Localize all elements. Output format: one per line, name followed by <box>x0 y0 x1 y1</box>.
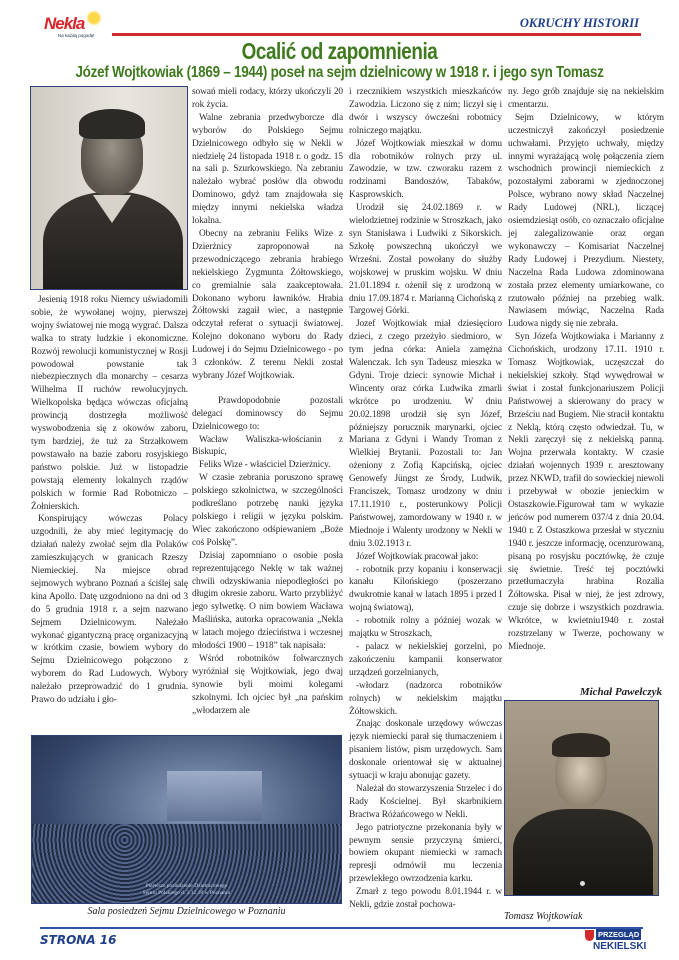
sejm-hall-photo <box>31 735 342 904</box>
paragraph: -włodarz (nadzorca robotników rolnych) w nekielskim majątku Żółtowskich. <box>349 680 502 717</box>
author-signature: Michał Pawełczyk <box>579 686 662 698</box>
logo-line-2: NEKIELSKI <box>593 941 647 952</box>
paragraph: Zmarł z tego powodu 8.01.1944 r. w Nekli, gdzie został pochowa- <box>349 887 502 911</box>
paragraph: Wśród robotników folwarcznych wyróżniał się Wojtkowiak, jego dwaj synowie byli moimi kolegami szkolnymi. Ich ojciec był „na pańskim „włodarzem ale <box>192 653 343 716</box>
footer-divider <box>40 927 643 929</box>
paragraph: - palacz w nekielskiej gorzelni, po zakończeniu kampanii konserwator urządzeń gorzelnianych, <box>349 641 502 678</box>
paragraph: Feliks Wize - właściciel Dzierżnicy. <box>199 460 331 471</box>
paragraph: Sejm Dzielnicowy, w którym uczestniczył zakończył posiedzenie uchwałami. Przyjęto uchwały, między innymi wyrażającą wolę połączenia ziem wschodnich prowincji niemieckich z pozostałymi zaborami w zjednoczonej Polsce, wybrano nowy skład Naczelnej Rady Ludowej (NRL), liczącej osiemdziesiąt osób, co oznaczało oficjalne jej zalegalizowanie oraz organ wykonawczy – Komisariat Naczelnej Rady Ludowej i Prezydium. Niestety, Naczelna Rada Ludowa zdominowana została przez elementy umiarkowane, co rzutowało później na przebieg walk. Nawiasem mówiąc, Naczelna Rada Ludowa nigdy się nie zebrała. <box>508 112 664 330</box>
hall-photo-caption: Sala posiedzeń Sejmu Dzielnicowego w Poznaniu <box>87 906 286 917</box>
paragraph: Walne zebrania przedwyborcze dla wyborów do Polskiego Sejmu Dzielnicowego odbyło się w Nekli w niedzielę 24 listopada 1918 r. o godz. 15 na sali p. Szurkowskiego. Na zebraniu należało wybrać posłów dla obwodu Dominowo, gdyż tam znajdowała się między innymi nekielska władza lokalna. <box>192 112 343 227</box>
portrait-photo-jozef <box>30 86 188 290</box>
paragraph: ny. Jego grób znajduje się na nekielskim cmentarzu. <box>508 87 664 110</box>
paragraph: Urodził się 24.02.1869 r. w wielodzietnej rodzinie w Stroszkach, jako syn Stanisława i Ludwiki z Sikorskich. Szkołę powszechną ukończył we Wrześni. Został powołany do służby wojskowej w pruskim wojsku. W dniu 21.01.1894 r. ożenił się z urodzoną w dniu 17.09.1874 r. Marianną Cichońską z Targowej Górki. <box>349 203 502 317</box>
paragraph: i rzecznikiem wszystkich mieszkańców Zawodzia. Liczono się z nim; liczył się i dwór i wszyscy ówcześni robotnicy rolniczego majątku. <box>349 87 502 136</box>
paragraph: Józef Wojtkowiak mieszkał w domu dla robotników rolnych przy ul. Zawodzie, w tzw. czworaku razem z rodzinami Bandoszów, Tabaków, Kasprowskich. <box>349 138 502 201</box>
paragraph: Syn Józefa Wojtkowiaka i Marianny z Cichońskich, urodzony 17.11. 1910 r. Tomasz Wojtkowiak, uczęszczał do nekielskiej szkoły. Stąd wywędrował w świat i został funkcjonariuszem Policji Państwowej a skierowany do pracy w Brześciu nad Bugiem. Nie stracił kontaktu z Neklą, którą często odwiedzał. Tu, w Nekli zaręczył się z nekielską panną. Wojna przerwała kontakty. W czasie działań wojennych 1939 r. aresztowany przez NKWD, trafił do sowieckiej niewoli i przebywał w obozie jenieckim w Ostaszkowie.Figurował tam w wykazie jeńców pod numerem 037/4 z dnia 20.04. 1940 r. Z Ostaszkowa przesłał w styczniu 1940 r. jeszcze informację, ocenzurowaną, pisaną po rosyjsku pocztówkę, że czuje się świetnie. Treść tej pocztówki przetłumaczyła hrabina Rozalia Żółtowska. Pisał w niej, że jest zdrowy, czuje się dobrze i wszystkich pozdrawia. Wkrótce, w kwietniu1940 r. został rozstrzelany w Twerze, pochowany w Miednoje. <box>508 332 664 652</box>
paragraph: sowań mieli rodacy, którzy ukończyli 20 rok życia. <box>192 87 343 110</box>
paragraph: Józef Wojtkowiak pracował jako: <box>356 551 479 562</box>
portrait-photo-tomasz <box>504 700 659 896</box>
paragraph: - robotnik przy kopaniu i konserwacji kanału Kilońskiego (poszerzano dwukrotnie kanał w latach 1895 i przed I wojną światową), <box>349 564 502 614</box>
paragraph: Jego patriotyczne przekonania były w pewnym sensie przyczyną śmierci, bowiem okupant niemiecki w ramach represji odmówił mu leczenia przewlekłego owrzodzenia karku. <box>349 822 502 885</box>
paragraph: Prawdopodobnie pozostali delegaci dominowscy do Sejmu Dzielnicowego to: <box>192 395 343 432</box>
nekla-logo <box>38 8 118 42</box>
paragraph: Wacław Waliszka-włościanin z Biskupic, <box>192 434 343 458</box>
paragraph: Dzisiaj zapomniano o osobie posła reprezentującego Neklę w tak ważnej chwili odzyskiwania niepodległości po długim okresie zaboru. Warto przybliżyć jego sylwetkę. O nim bowiem Wacława Maślińska, autorka opracowania „Nekla w latach mojego dzieciństwa i wczesnej młodości 1900 – 1918” tak napisała: <box>192 550 343 652</box>
shield-icon <box>585 930 594 941</box>
photo-inscription <box>32 883 341 897</box>
photo-inscription-line: Sejmu Polskiego d. 3.12.18 w Poznaniu <box>142 890 231 896</box>
text-column-1 <box>31 294 188 707</box>
text-column-4 <box>508 86 664 654</box>
text-column-2 <box>192 86 343 718</box>
article-subtitle: Józef Wojtkowiak (1869 – 1944) poseł na sejm dzielnicowy w 1918 r. i jego syn Tomasz <box>75 64 604 81</box>
paragraph: Konspirujący wówczas Polacy uzgodnili, że aby mieć legitymację do działań należy zwołać sejm dla Polaków zamieszkujących w granicach Rzeszy Niemieckiej. Na miejsce obrad sejmowych wybrano Poznań a ściślej salę kina Apollo. Datę uzgodniono na dni od 3 do 5 grudnia 1918 r. a sejm nazwano Sejmem Dzielnicowym. Należało wykonać gigantyczną pracę organizacyjną w krótkim czasie, bowiem wybory do Sejmu Dzielnicowego połączono z wyborem do Rad Ludowych. Wybory należało przeprowadzić do 1 grudnia. Prawo do udziału i gło- <box>31 514 188 706</box>
text-column-3 <box>349 86 502 912</box>
sun-icon <box>86 10 102 26</box>
article-title: Ocalić od zapomnienia <box>241 38 438 64</box>
paragraph: Obecny na zebraniu Feliks Wize z Dzierżnicy zaproponował na przewodniczącego zebrania hrabiego nekielskiego Zygmunta Żółtowskiego, co gremialnie sala zaakceptowała. Dokonano wyboru ławników. Hrabia Żółtowski zagaił wiec, a następnie odczytał referat o sytuacji światowej. Kolejno dokonano wyboru do Rady Ludowej i do Sejmu Dzielnicowego - po 3 członków. Z terenu Nekli został wybrany Józef Wojtkowiak. <box>192 228 343 381</box>
paragraph: Jesienią 1918 roku Niemcy uświadomili sobie, że wywołanej wojny, pierwszej wojny światowej nie mogą wygrać. Dalsza walka to straty ludzkie i ekonomiczne. Rozwój rewolucji komunistycznej w Rosji powodował powstanie tak niebezpiecznych dla monarchy – cesarza Wilhelma II ruchów rewolucyjnych. Wielkopolska będąca wówczas oficjalną prowincją dostrzegła możliwość wyswobodzenia się z okowów zaboru, tym bardziej, że tuż za Strzałkowem powstawało na bazie zaboru rosyjskiego państwo polskie. Już w listopadzie powstają elementy lokalnych rządów polskich w formie Rad Robotniczo – Żołnierskich. <box>31 295 188 512</box>
paragraph: Jozef Wojtkowiak miał dziesięcioro dzieci, z czego przeżyło siedmioro, w tym jedna córka: Aniela zamężna Walenczak. Ich syn Tadeusz mieszka w Gdyni. Troje dzieci: synowie Michał i Wincenty oraz córka Ludwika zmarli wkrótce po urodzeniu. W dniu 20.02.1898 urodził się syn Józef, późniejszy porucznik marynarki, ojciec Mariana z Gdyni i Wandy Troman z Wielkiej Brytanii. Pozostali to: Jan ożeniony z Zofią Kapcińską, ojciec Genowefy Jüngst ze Środy, Ludwik, Franciszek, Tomasz urodzony w dniu 17.11.1910 r., posterunkowy Policji Państwowej, zamordowany w 1940 r. w Miednoje i Walenty urodzony w Nekli w dniu 3.02.1913 r. <box>349 319 502 549</box>
paragraph: Znając doskonale urzędowy wówczas język niemiecki parał się tłumaczeniem i pisaniem listów, pism urzędowych. Sam doskonale orientował się w aktualnej sytuacji w kraju abonując gazety. <box>349 719 502 782</box>
logo-text: Nekla <box>44 14 85 33</box>
logo-slogan: Na każdą pogodę! <box>58 33 95 38</box>
paragraph: W czasie zebrania poruszono sprawę polskiego szkolnictwa, w szczególności podkreślano potrzebę nauki języka polskiego i religii w języku polskim. Wiec zakończono odśpiewaniem „Boże coś Polskę”. <box>192 473 343 548</box>
portrait-caption: Tomasz Wojtkowiak <box>504 911 583 922</box>
przeglad-nekielski-logo <box>585 928 645 954</box>
paragraph: Należał do stowarzyszenia Strzelec i do Rady Kościelnej. Był skarbnikiem Bractwa Różańcowego w Nekli. <box>349 783 502 820</box>
logo-line-1: PRZEGLĄD <box>598 930 640 939</box>
section-label: OKRUCHY HISTORII <box>519 16 639 30</box>
header-divider <box>112 33 641 36</box>
page-number: STRONA 16 <box>40 933 117 947</box>
photo-inscription-line: Pierwsze posiedzenie Dzielnicowego <box>145 883 228 889</box>
paragraph: - robotnik rolny a później wozak w majątku w Stroszkach, <box>349 616 502 640</box>
